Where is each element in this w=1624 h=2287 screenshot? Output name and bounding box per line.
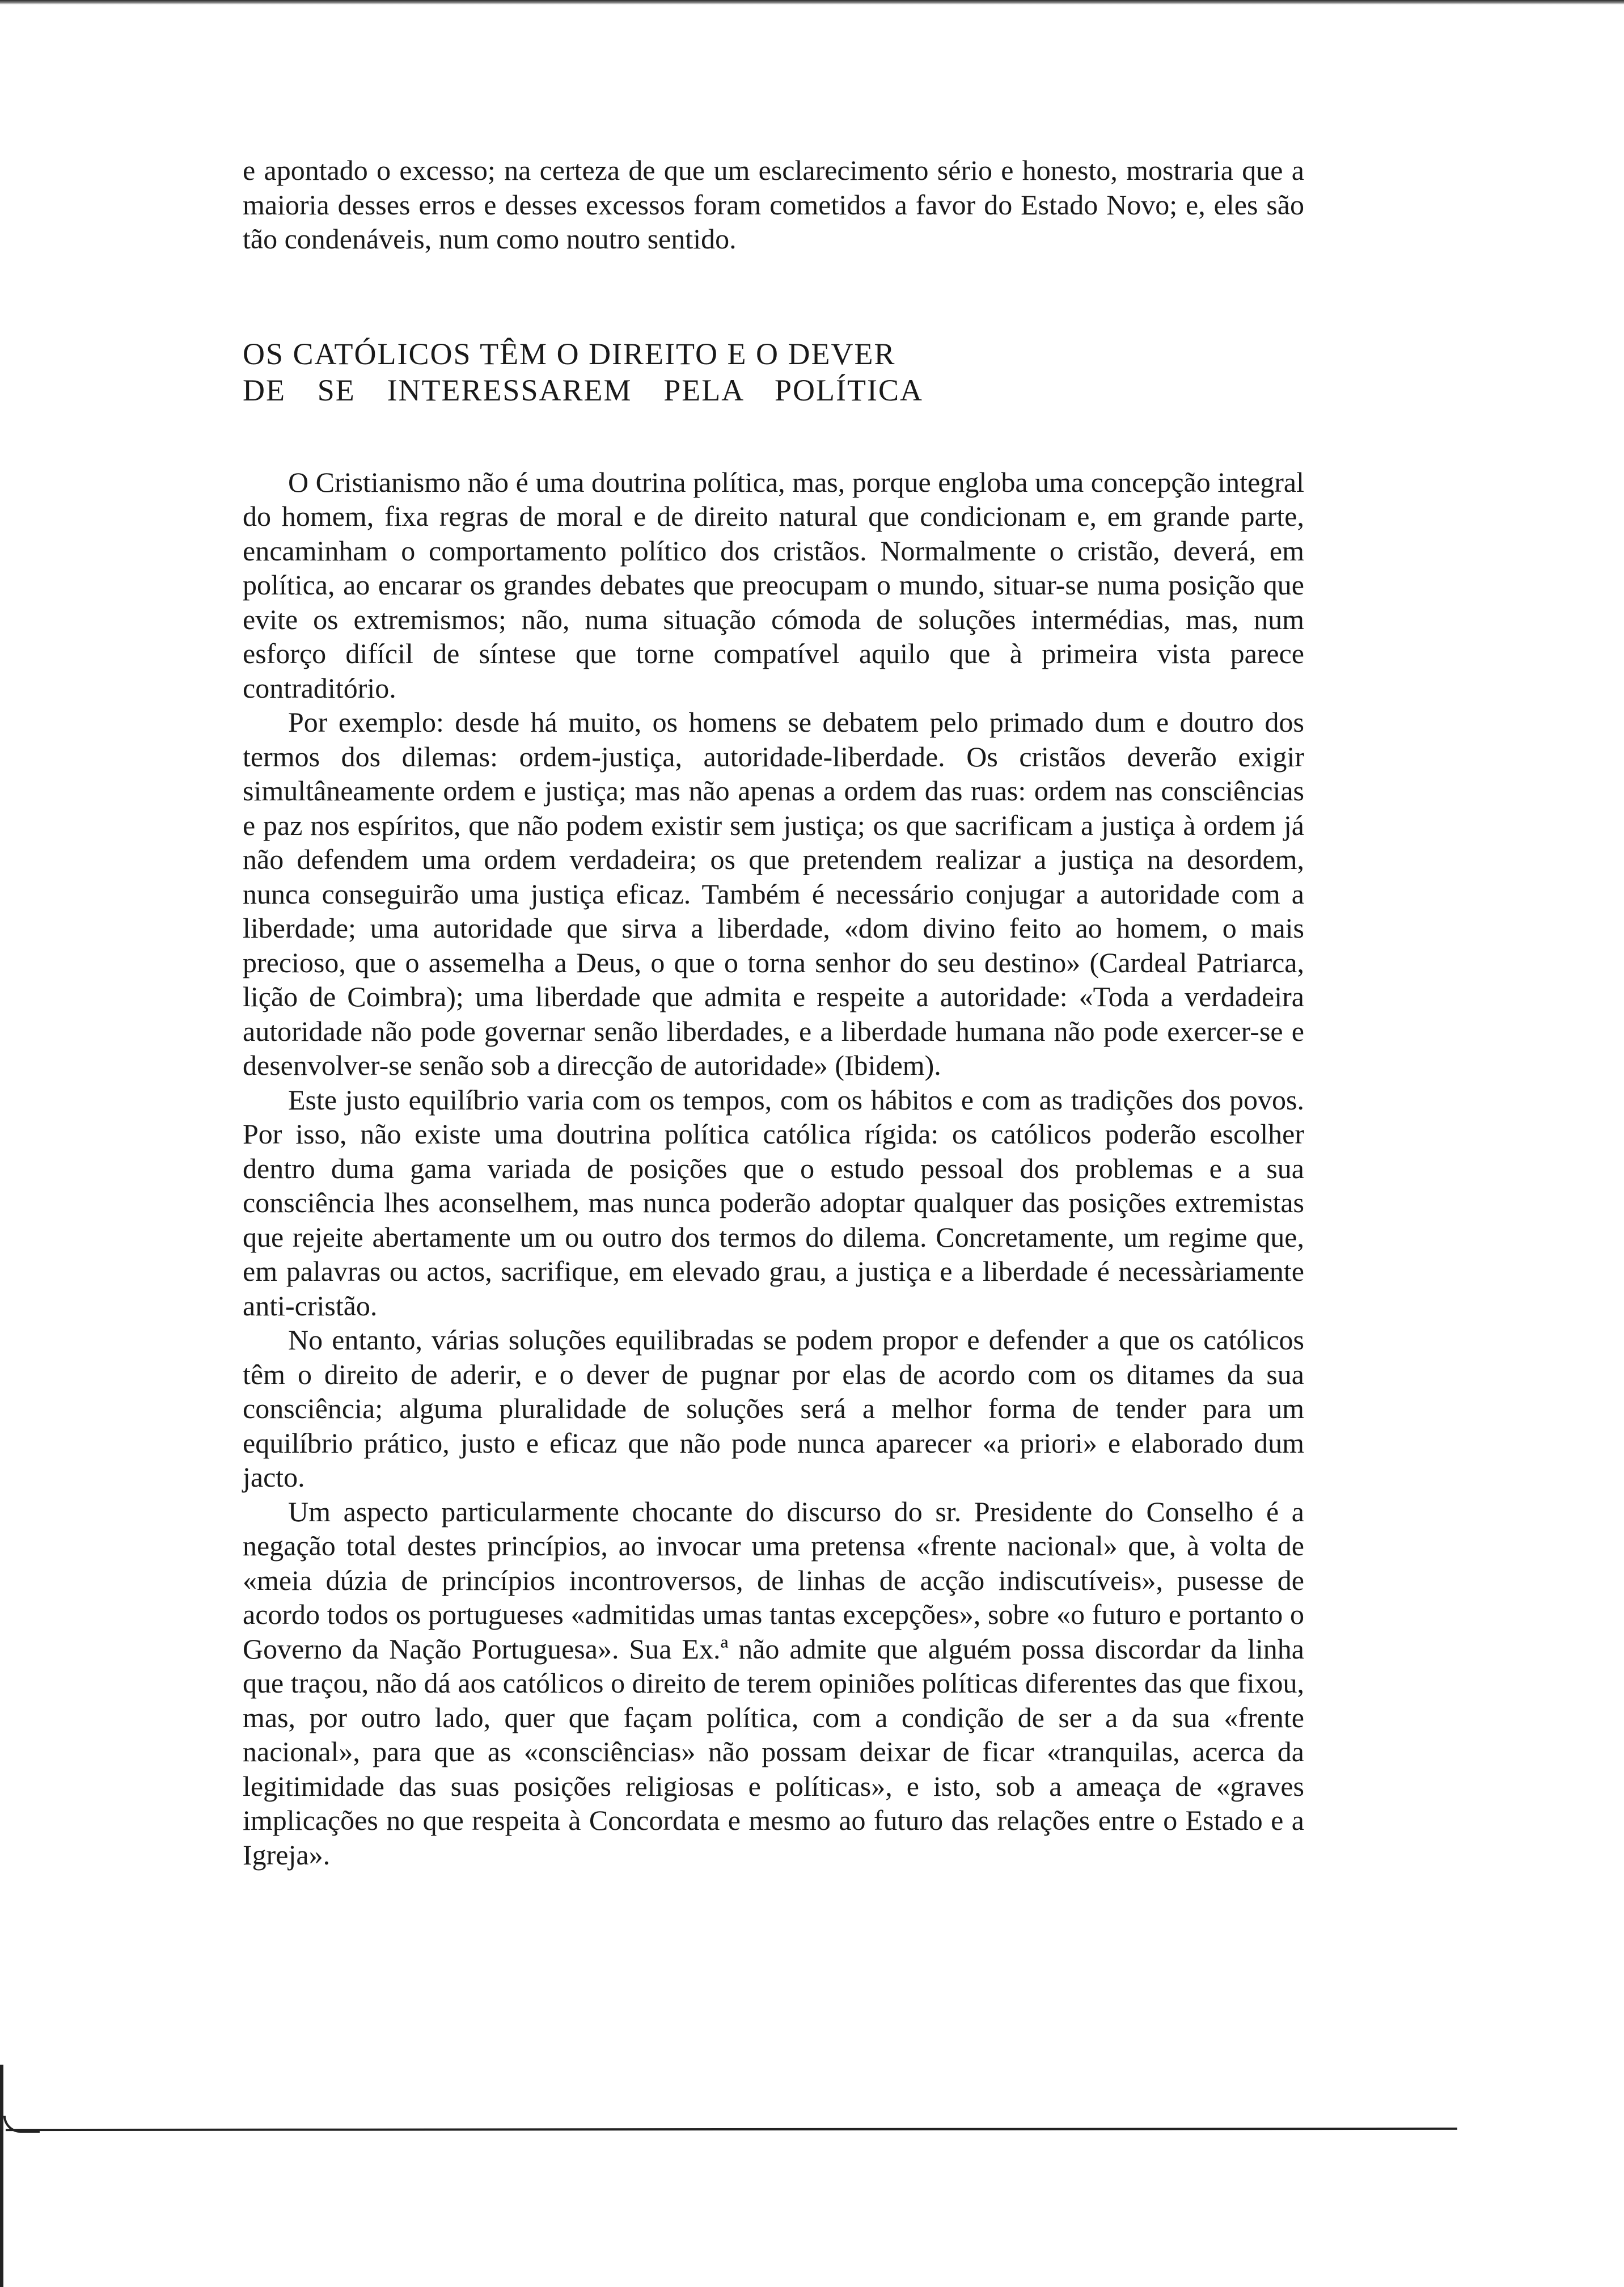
body-paragraph: No entanto, várias soluções equilibradas se podem propor e defender a que os católicos têm o direito de aderir, e o dever de pugnar por elas de acordo com os ditames da sua consciência; alguma pluralidade de soluções será a melhor forma de tender para um equilíbrio prático, justo e eficaz que não pode nunca aparecer «a priori» e elaborado dum jacto. bbox=[243, 1324, 1304, 1493]
body-paragraph: Um aspecto particularmente chocante do discurso do sr. Presidente do Conselho é a negação total destes princípios, ao invocar uma pretensa «frente nacional» que, à volta de «meia dúzia de princípios incontroversos, de linhas de acção indiscutíveis», pusesse de acordo todos os portugueses «admitidas umas tantas excepções», sobre «o futuro e portanto o Governo da Nação Portuguesa». Sua Ex.ª não admite que alguém possa discordar da linha que traçou, não dá aos católicos o direito de terem opiniões políticas diferentes das que fixou, mas, por outro lado, quer que façam política, com a condição de ser a da sua «frente nacional», para que as «consciências» não possam deixar de ficar «tranquilas, acerca da legitimidade das suas posições religiosas e políticas», e isto, sob a ameaça de «graves implicações no que respeita à Concordata e mesmo ao futuro das relações entre o Estado e a Igreja». bbox=[243, 1495, 1304, 1871]
section-heading bbox=[243, 336, 1304, 408]
section-heading-line-1: OS CATÓLICOS TÊM O DIREITO E O DEVER bbox=[243, 336, 896, 371]
body-paragraph: Este justo equilíbrio varia com os tempos, com os hábitos e com as tradições dos povos. Por isso, não existe uma doutrina política católica rígida: os católicos poderão escolher dentro duma gama variada de posições que o estudo pessoal dos problemas e a sua consciência lhes aconselhem, mas nunca poderão adoptar qualquer das posições extremistas que rejeite abertamente um ou outro dos termos do dilema. Concretamente, um regime que, em palavras ou actos, sacrifique, em elevado grau, a justiça e a liberdade é necessàriamente anti-cristão. bbox=[243, 1083, 1304, 1322]
section-body bbox=[243, 465, 1304, 1872]
body-paragraph: Por exemplo: desde há muito, os homens se debatem pelo primado dum e doutro dos termos dos dilemas: ordem-justiça, autoridade-liberdade. Os cristãos deverão exigir simultâneamente ordem e justiça; mas não apenas a ordem das ruas: ordem nas consciências e paz nos espíritos, que não podem existir sem justiça; os que sacrificam a justiça à ordem já não defendem uma ordem verdadeira; os que pretendem realizar a justiça na desordem, nunca conseguirão uma justiça eficaz. Também é necessário conjugar a autoridade com a liberdade; uma autoridade que sirva a liberdade, «dom divino feito ao homem, o mais precioso, que o assemelha a Deus, o que o torna senhor do seu destino» (Cardeal Patriarca, lição de Coimbra); uma liberdade que admita e respeite a autoridade: «Toda a verdadeira autoridade não pode governar senão liberdades, e a liberdade humana não pode exercer-se e desenvolver-se senão sob a direcção de autoridade» (Ibidem). bbox=[243, 706, 1304, 1081]
page-content bbox=[243, 153, 1304, 1872]
intro-paragraph: e apontado o excesso; na certeza de que um esclarecimento sério e honesto, mostraria que a maioria desses erros e desses excessos foram cometidos a favor do Estado Novo; e, eles são tão condenáveis, num como noutro sentido. bbox=[243, 154, 1304, 255]
body-paragraph: O Cristianismo não é uma doutrina política, mas, porque engloba uma concepção integral do homem, fixa regras de moral e de direito natural que condicionam e, em grande parte, encaminham o comportamento político dos cristãos. Normalmente o cristão, deverá, em política, ao encarar os grandes debates que preocupam o mundo, situar-se numa posição que evite os extremismos; não, numa situação cómoda de soluções intermédias, mas, num esforço difícil de síntese que torne compatível aquilo que à primeira vista parece contraditório. bbox=[243, 466, 1304, 704]
scan-top-edge bbox=[0, 0, 1624, 5]
bottom-rule bbox=[6, 2128, 1457, 2131]
section-heading-line-2: DE SE INTERESSAREM PELA POLÍTICA bbox=[243, 373, 923, 407]
scan-left-edge bbox=[0, 2065, 3, 2287]
